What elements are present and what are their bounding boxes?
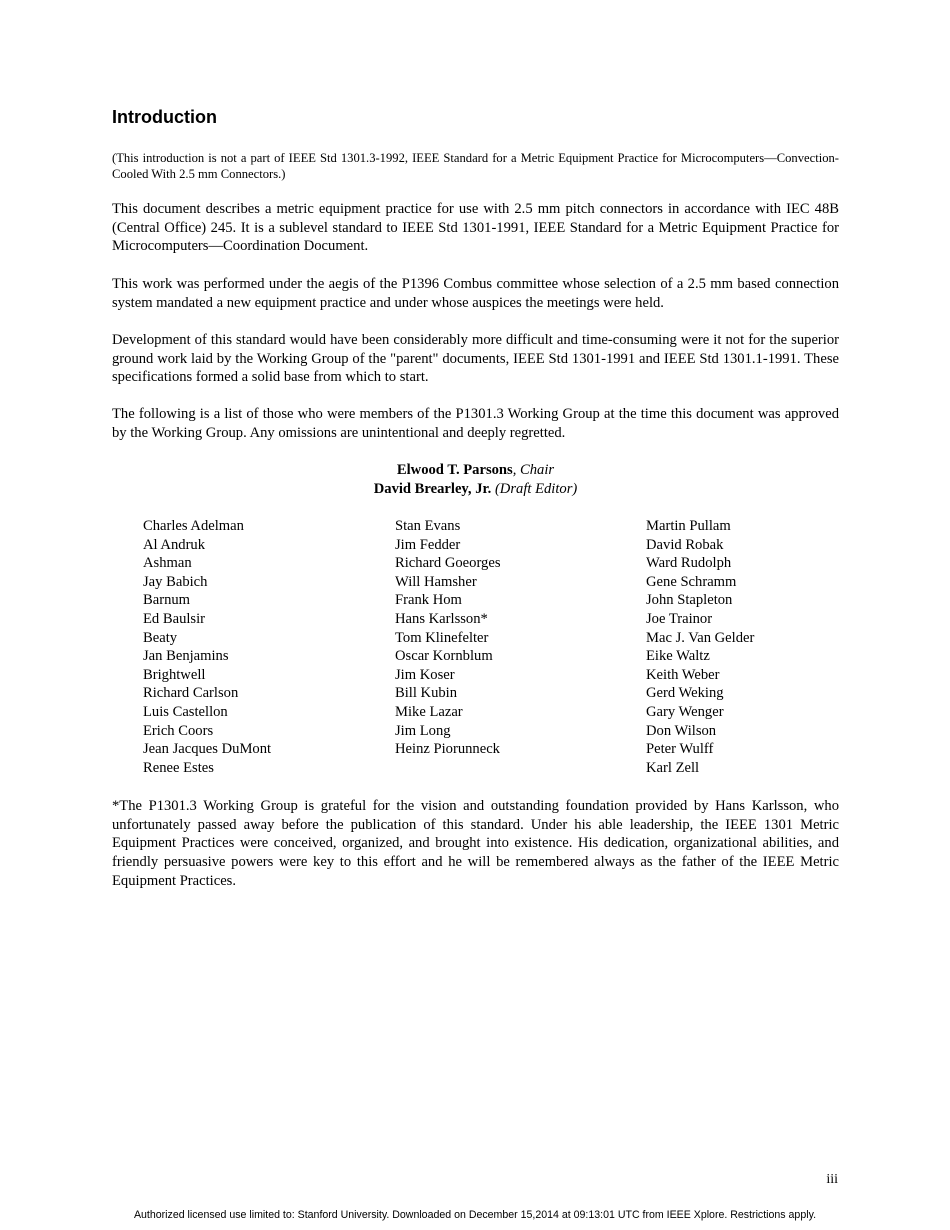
member-name: Brightwell xyxy=(143,666,206,683)
member-column-2 xyxy=(395,517,501,759)
member-name: Heinz Piorunneck xyxy=(395,741,500,758)
member-name: Luis Castellon xyxy=(143,703,228,720)
member-column-1 xyxy=(143,517,271,777)
member-name: Joe Trainor xyxy=(646,610,713,627)
member-name: Jim Fedder xyxy=(395,536,461,553)
member-name: Jay Babich xyxy=(143,573,208,590)
member-name: David Robak xyxy=(646,536,724,553)
member-name: Mike Lazar xyxy=(395,703,463,720)
footnote-karlsson: *The P1301.3 Working Group is grateful for the vision and outstanding foundation provided by Hans Karlsson, who unfortunately passed away before the publication of this standard. Under his able leadership, the IEEE 1301 Metric Equipment Practices were conceived, organized, and brought into existence. His dedication, organizational abilities, and friendly persuasive powers were key to this effort and he will be remembered always as the father of the IEEE Metric Equipment Practices. xyxy=(112,798,839,889)
member-name: Gene Schramm xyxy=(646,573,737,590)
member-name: Jim Koser xyxy=(395,666,455,683)
member-name: Martin Pullam xyxy=(646,518,731,534)
member-name: Mac J. Van Gelder xyxy=(646,629,755,646)
member-name: Barnum xyxy=(143,592,191,609)
paragraph-member-list-intro: The following is a list of those who were members of the P1301.3 Working Group at the time this document was approved by the Working Group. Any omissions are unintentional and deeply regretted. xyxy=(112,406,839,441)
editor-line xyxy=(112,480,839,499)
member-name: Jan Benjamins xyxy=(143,648,229,665)
member-name: Al Andruk xyxy=(143,536,206,553)
member-name: Ashman xyxy=(143,555,192,572)
member-name: Eike Waltz xyxy=(646,648,710,665)
member-name: Beaty xyxy=(143,629,178,646)
member-name: Hans Karlsson* xyxy=(395,610,488,627)
license-footer: Authorized licensed use limited to: Stanford University. Downloaded on December 15,2014 at 09:13:01 UTC from IEEE Xplore. Restrictions apply. xyxy=(133,1209,817,1221)
member-name: Tom Klinefelter xyxy=(395,629,489,646)
paragraph-committee: This work was performed under the aegis of the P1396 Combus committee whose selection of a 2.5 mm based connection system mandated a new equipment practice and under whose auspices the meetings were held. xyxy=(112,276,839,311)
member-name: Richard Carlson xyxy=(143,685,239,702)
page-title: Introduction xyxy=(112,107,217,127)
chair-name: Elwood T. Parsons xyxy=(396,462,513,478)
editor-role: (Draft Editor) xyxy=(491,481,578,497)
member-column-3 xyxy=(646,517,754,777)
member-name: Ed Baulsir xyxy=(143,610,206,627)
member-name: Peter Wulff xyxy=(646,741,714,758)
member-name: Bill Kubin xyxy=(395,685,458,702)
member-name: Ward Rudolph xyxy=(646,555,732,572)
page-number: iii xyxy=(826,1172,838,1187)
member-name: Erich Coors xyxy=(143,722,214,739)
member-name: John Stapleton xyxy=(646,592,733,609)
member-name: Renee Estes xyxy=(143,759,214,776)
member-name: Will Hamsher xyxy=(395,573,477,590)
member-name: Gerd Weking xyxy=(646,685,724,702)
member-name: Charles Adelman xyxy=(143,518,244,534)
member-name: Karl Zell xyxy=(646,759,700,776)
paragraph-development: Development of this standard would have been considerably more difficult and time-consuming were it not for the superior ground work laid by the Working Group of the "parent" documents, IEEE Std 1301-1991 and IEEE Std 1301.1-1991. These specifications formed a solid base from which to start. xyxy=(112,332,839,386)
chair-line xyxy=(112,461,839,480)
member-name: Don Wilson xyxy=(646,722,717,739)
member-name: Oscar Kornblum xyxy=(395,648,493,665)
chair-role: , Chair xyxy=(512,462,555,478)
member-name: Keith Weber xyxy=(646,666,720,683)
officers-block xyxy=(112,461,839,499)
editor-name: David Brearley, Jr. xyxy=(373,481,492,497)
member-name: Stan Evans xyxy=(395,518,461,534)
intro-note: (This introduction is not a part of IEEE Std 1301.3-1992, IEEE Standard for a Metric Equipment Practice for Microcomputers—Convection-Cooled With 2.5 mm Connectors.) xyxy=(112,151,839,181)
member-name: Richard Goeorges xyxy=(395,555,501,572)
member-name: Frank Hom xyxy=(395,592,462,609)
member-name: Jim Long xyxy=(395,722,451,739)
paragraph-scope: This document describes a metric equipment practice for use with 2.5 mm pitch connectors in accordance with IEC 48B (Central Office) 245. It is a sublevel standard to IEEE Std 1301-1991, IEEE Standard for a Metric Equipment Practice for Microcomputers—Coordination Document. xyxy=(112,201,839,255)
member-name: Gary Wenger xyxy=(646,703,724,720)
member-name: Jean Jacques DuMont xyxy=(143,741,272,758)
